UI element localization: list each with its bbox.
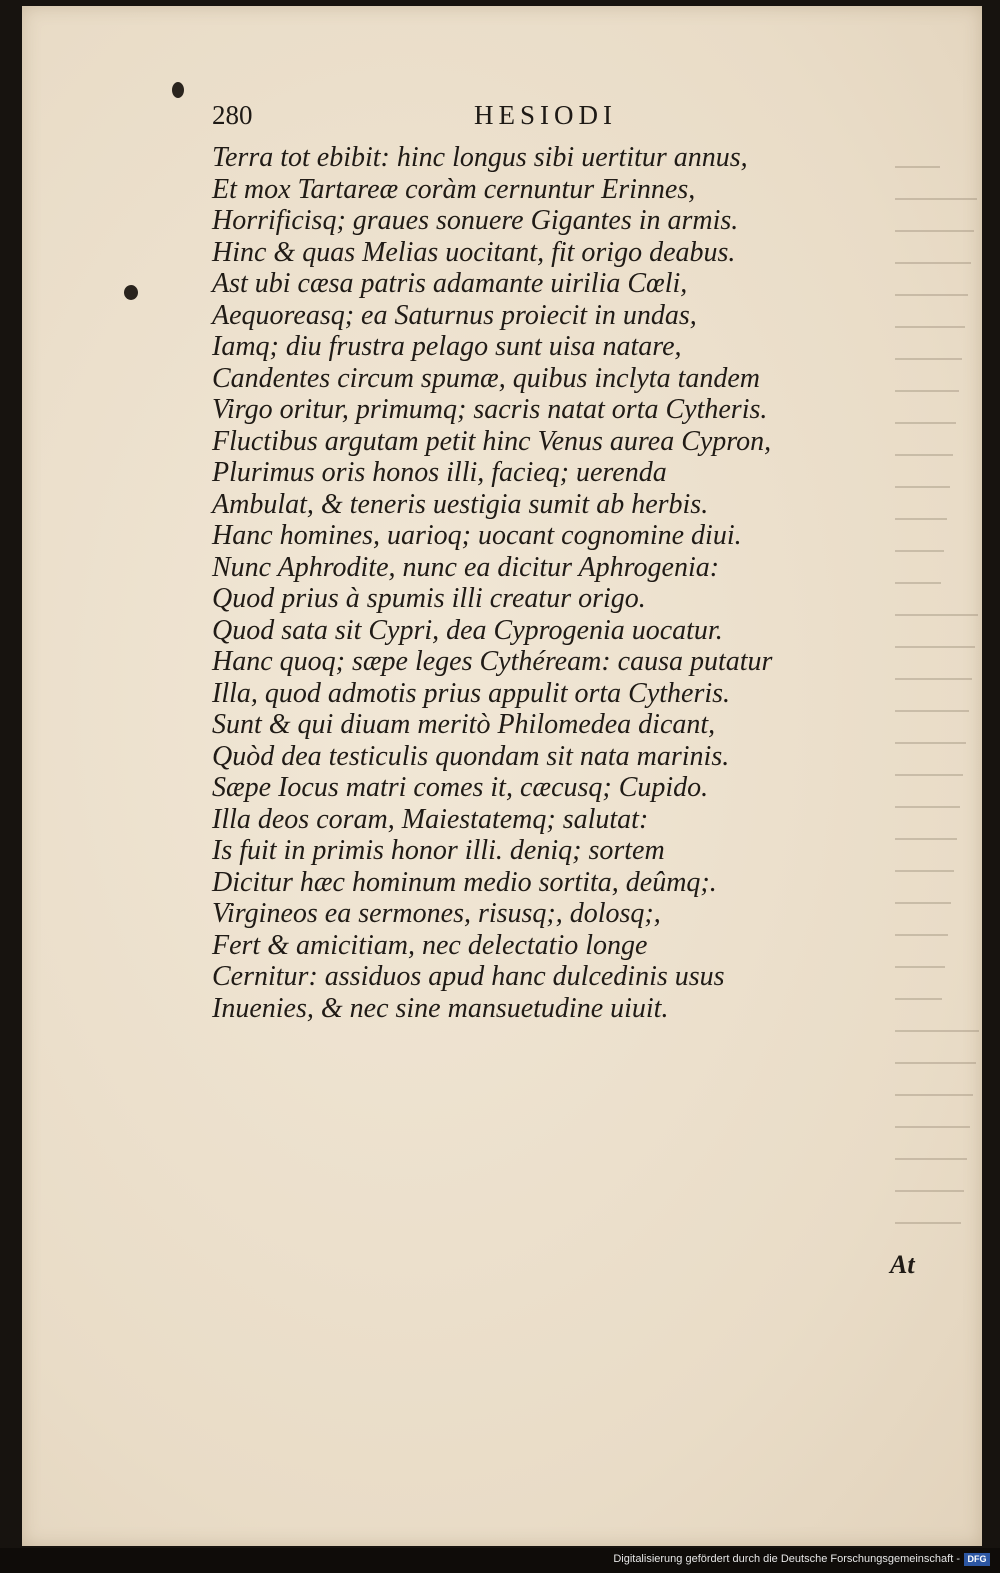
verse-line: Iamq; diu frustra pelago sunt uisa natare, bbox=[212, 331, 682, 362]
verse-line: Hanc homines, uarioq; uocant cognomine diui. bbox=[212, 520, 742, 551]
show-through-line bbox=[895, 166, 940, 168]
verse-line: Hanc quoq; sæpe leges Cythéream: causa putatur bbox=[212, 646, 773, 677]
show-through-line bbox=[895, 390, 959, 392]
show-through-line bbox=[895, 422, 956, 424]
show-through-line bbox=[895, 582, 941, 584]
show-through-line bbox=[895, 262, 971, 264]
show-through-line bbox=[895, 518, 947, 520]
verse-line: Virgo oritur, primumq; sacris natat orta Cytheris. bbox=[212, 394, 768, 425]
verse-line: Illa, quod admotis prius appulit orta Cytheris. bbox=[212, 677, 731, 709]
verse-line: Quod sata sit Cypri, dea Cyprogenia uocatur. bbox=[212, 614, 723, 646]
verse-line: Horrificisq; graues sonuere Gigantes in armis. bbox=[212, 205, 739, 236]
show-through-line bbox=[895, 646, 975, 648]
verse-line: Virgineos ea sermones, risusq;, dolosq;, bbox=[212, 898, 661, 929]
verse-line: Aequoreasq; ea Saturnus proiecit in undas, bbox=[212, 299, 697, 331]
show-through-line bbox=[895, 934, 948, 936]
verse-line: Sæpe Iocus matri comes it, cæcusq; Cupido. bbox=[212, 772, 709, 803]
show-through-line bbox=[895, 710, 969, 712]
verse-line: Nunc Aphrodite, nunc ea dicitur Aphrogenia: bbox=[212, 551, 720, 583]
verse-line: Terra tot ebibit: hinc longus sibi uertitur annus, bbox=[212, 142, 748, 173]
catchword: At bbox=[890, 1250, 915, 1279]
show-through-line bbox=[895, 1190, 964, 1192]
show-through-line bbox=[895, 1222, 961, 1224]
show-through-line bbox=[895, 678, 972, 680]
verse-line: Dicitur hæc hominum medio sortita, deûmq;. bbox=[212, 866, 717, 898]
dfg-logo: DFG bbox=[964, 1553, 990, 1566]
verse-line: Plurimus oris honos illi, facieq; uerenda bbox=[212, 457, 667, 488]
show-through-line bbox=[895, 870, 954, 872]
verse-line: Et mox Tartareæ coràm cernuntur Erinnes, bbox=[212, 173, 696, 205]
binding-hole bbox=[124, 285, 138, 300]
show-through-line bbox=[895, 742, 966, 744]
show-through-line bbox=[895, 294, 968, 296]
verse-line: Quod prius à spumis illi creatur origo. bbox=[212, 583, 646, 614]
show-through-line bbox=[895, 1062, 976, 1064]
verse-line: Fluctibus argutam petit hinc Venus aurea Cypron, bbox=[212, 425, 772, 457]
show-through-line bbox=[895, 326, 965, 328]
page-number: 280 bbox=[212, 100, 253, 130]
show-through-line bbox=[895, 966, 945, 968]
show-through-line bbox=[895, 902, 951, 904]
binding-hole bbox=[172, 82, 184, 98]
show-through-text bbox=[887, 6, 982, 1546]
verse-line: Illa deos coram, Maiestatemq; salutat: bbox=[212, 803, 649, 835]
verse-block bbox=[212, 142, 772, 1024]
show-through-line bbox=[895, 1094, 973, 1096]
show-through-line bbox=[895, 1126, 970, 1128]
verse-line: Inuenies, & nec sine mansuetudine uiuit. bbox=[212, 992, 669, 1024]
show-through-line bbox=[895, 1158, 967, 1160]
verse-line: Cernitur: assiduos apud hanc dulcedinis usus bbox=[212, 961, 725, 992]
funding-credit: Digitalisierung gefördert durch die Deutsche Forschungsgemeinschaft - bbox=[613, 1553, 960, 1565]
show-through-line bbox=[895, 614, 978, 616]
verse-line: Is fuit in primis honor illi. deniq; sortem bbox=[212, 835, 665, 866]
running-title: HESIODI bbox=[474, 100, 617, 130]
verse-line: Candentes circum spumæ, quibus inclyta tandem bbox=[212, 362, 761, 394]
verse-line: Quòd dea testiculis quondam sit nata marinis. bbox=[212, 740, 730, 772]
verse-line: Sunt & qui diuam meritò Philomedea dicant, bbox=[212, 709, 716, 740]
verse-line: Fert & amicitiam, nec delectatio longe bbox=[212, 929, 648, 961]
show-through-line bbox=[895, 774, 963, 776]
verse-line: Hinc & quas Melias uocitant, fit origo deabus. bbox=[212, 236, 736, 268]
show-through-line bbox=[895, 454, 953, 456]
digitization-footer bbox=[0, 1548, 1000, 1573]
show-through-line bbox=[895, 198, 977, 200]
show-through-line bbox=[895, 1030, 979, 1032]
verse-line: Ambulat, & teneris uestigia sumit ab herbis. bbox=[212, 488, 709, 520]
show-through-line bbox=[895, 358, 962, 360]
show-through-line bbox=[895, 806, 960, 808]
verse-line: Ast ubi cæsa patris adamante uirilia Cœli, bbox=[212, 268, 688, 299]
show-through-line bbox=[895, 486, 950, 488]
running-head bbox=[212, 100, 692, 136]
show-through-line bbox=[895, 230, 974, 232]
show-through-line bbox=[895, 838, 957, 840]
show-through-line bbox=[895, 550, 944, 552]
show-through-line bbox=[895, 998, 942, 1000]
